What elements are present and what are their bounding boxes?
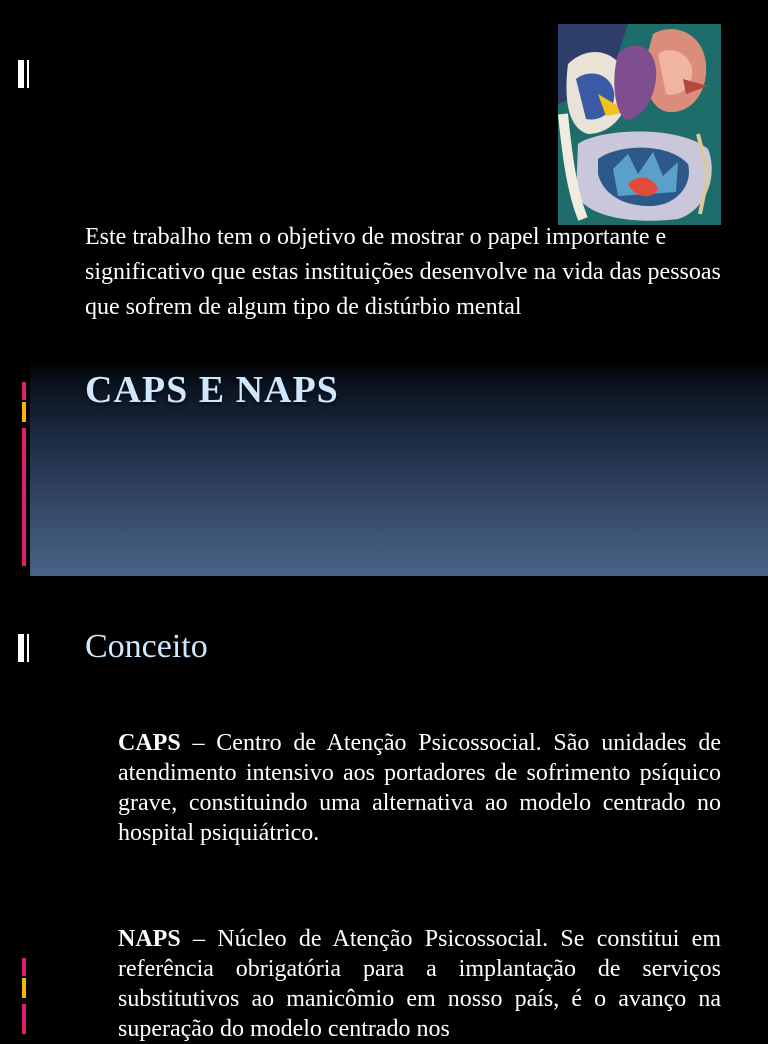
accent-bar-pink bbox=[22, 958, 26, 976]
slide-2 bbox=[0, 576, 768, 1042]
bullet-marker bbox=[18, 634, 24, 662]
accent-bar-pink bbox=[22, 382, 26, 400]
naps-definition bbox=[118, 924, 721, 1044]
accent-bar-yellow bbox=[22, 402, 26, 422]
caps-term: CAPS bbox=[118, 730, 181, 756]
abstract-faces-painting-icon bbox=[558, 24, 721, 225]
left-strip bbox=[0, 576, 30, 1024]
intro-paragraph: Este trabalho tem o objetivo de mostrar o papel importante e significativo que estas instituições desenvolve na vida das pessoas que sofrem de algum tipo de distúrbio mental bbox=[85, 224, 721, 320]
caps-text: – Centro de Atenção Psicossocial. São unidades de atendimento intensivo aos portadores de sofrimento psíquico grave, constituindo uma alternativa ao modelo centrado no hospital psiquiátrico. bbox=[118, 730, 721, 846]
bullet-marker bbox=[18, 60, 24, 88]
section-heading: Conceito bbox=[85, 628, 208, 665]
caps-definition bbox=[118, 728, 721, 848]
bullet-marker-thin bbox=[27, 634, 29, 662]
accent-bar-pink-long bbox=[22, 1004, 26, 1034]
accent-bar-yellow bbox=[22, 978, 26, 998]
accent-bar-pink-long bbox=[22, 428, 26, 566]
naps-text: – Núcleo de Atenção Psicossocial. Se constitui em referência obrigatória para a implantação de serviços substitutivos ao manicômio em nosso país, é o avanço na superação do modelo centrado nos bbox=[118, 926, 721, 1042]
naps-term: NAPS bbox=[118, 926, 181, 952]
bullet-marker-thin bbox=[27, 60, 29, 88]
slide-title: CAPS E NAPS bbox=[85, 369, 339, 411]
